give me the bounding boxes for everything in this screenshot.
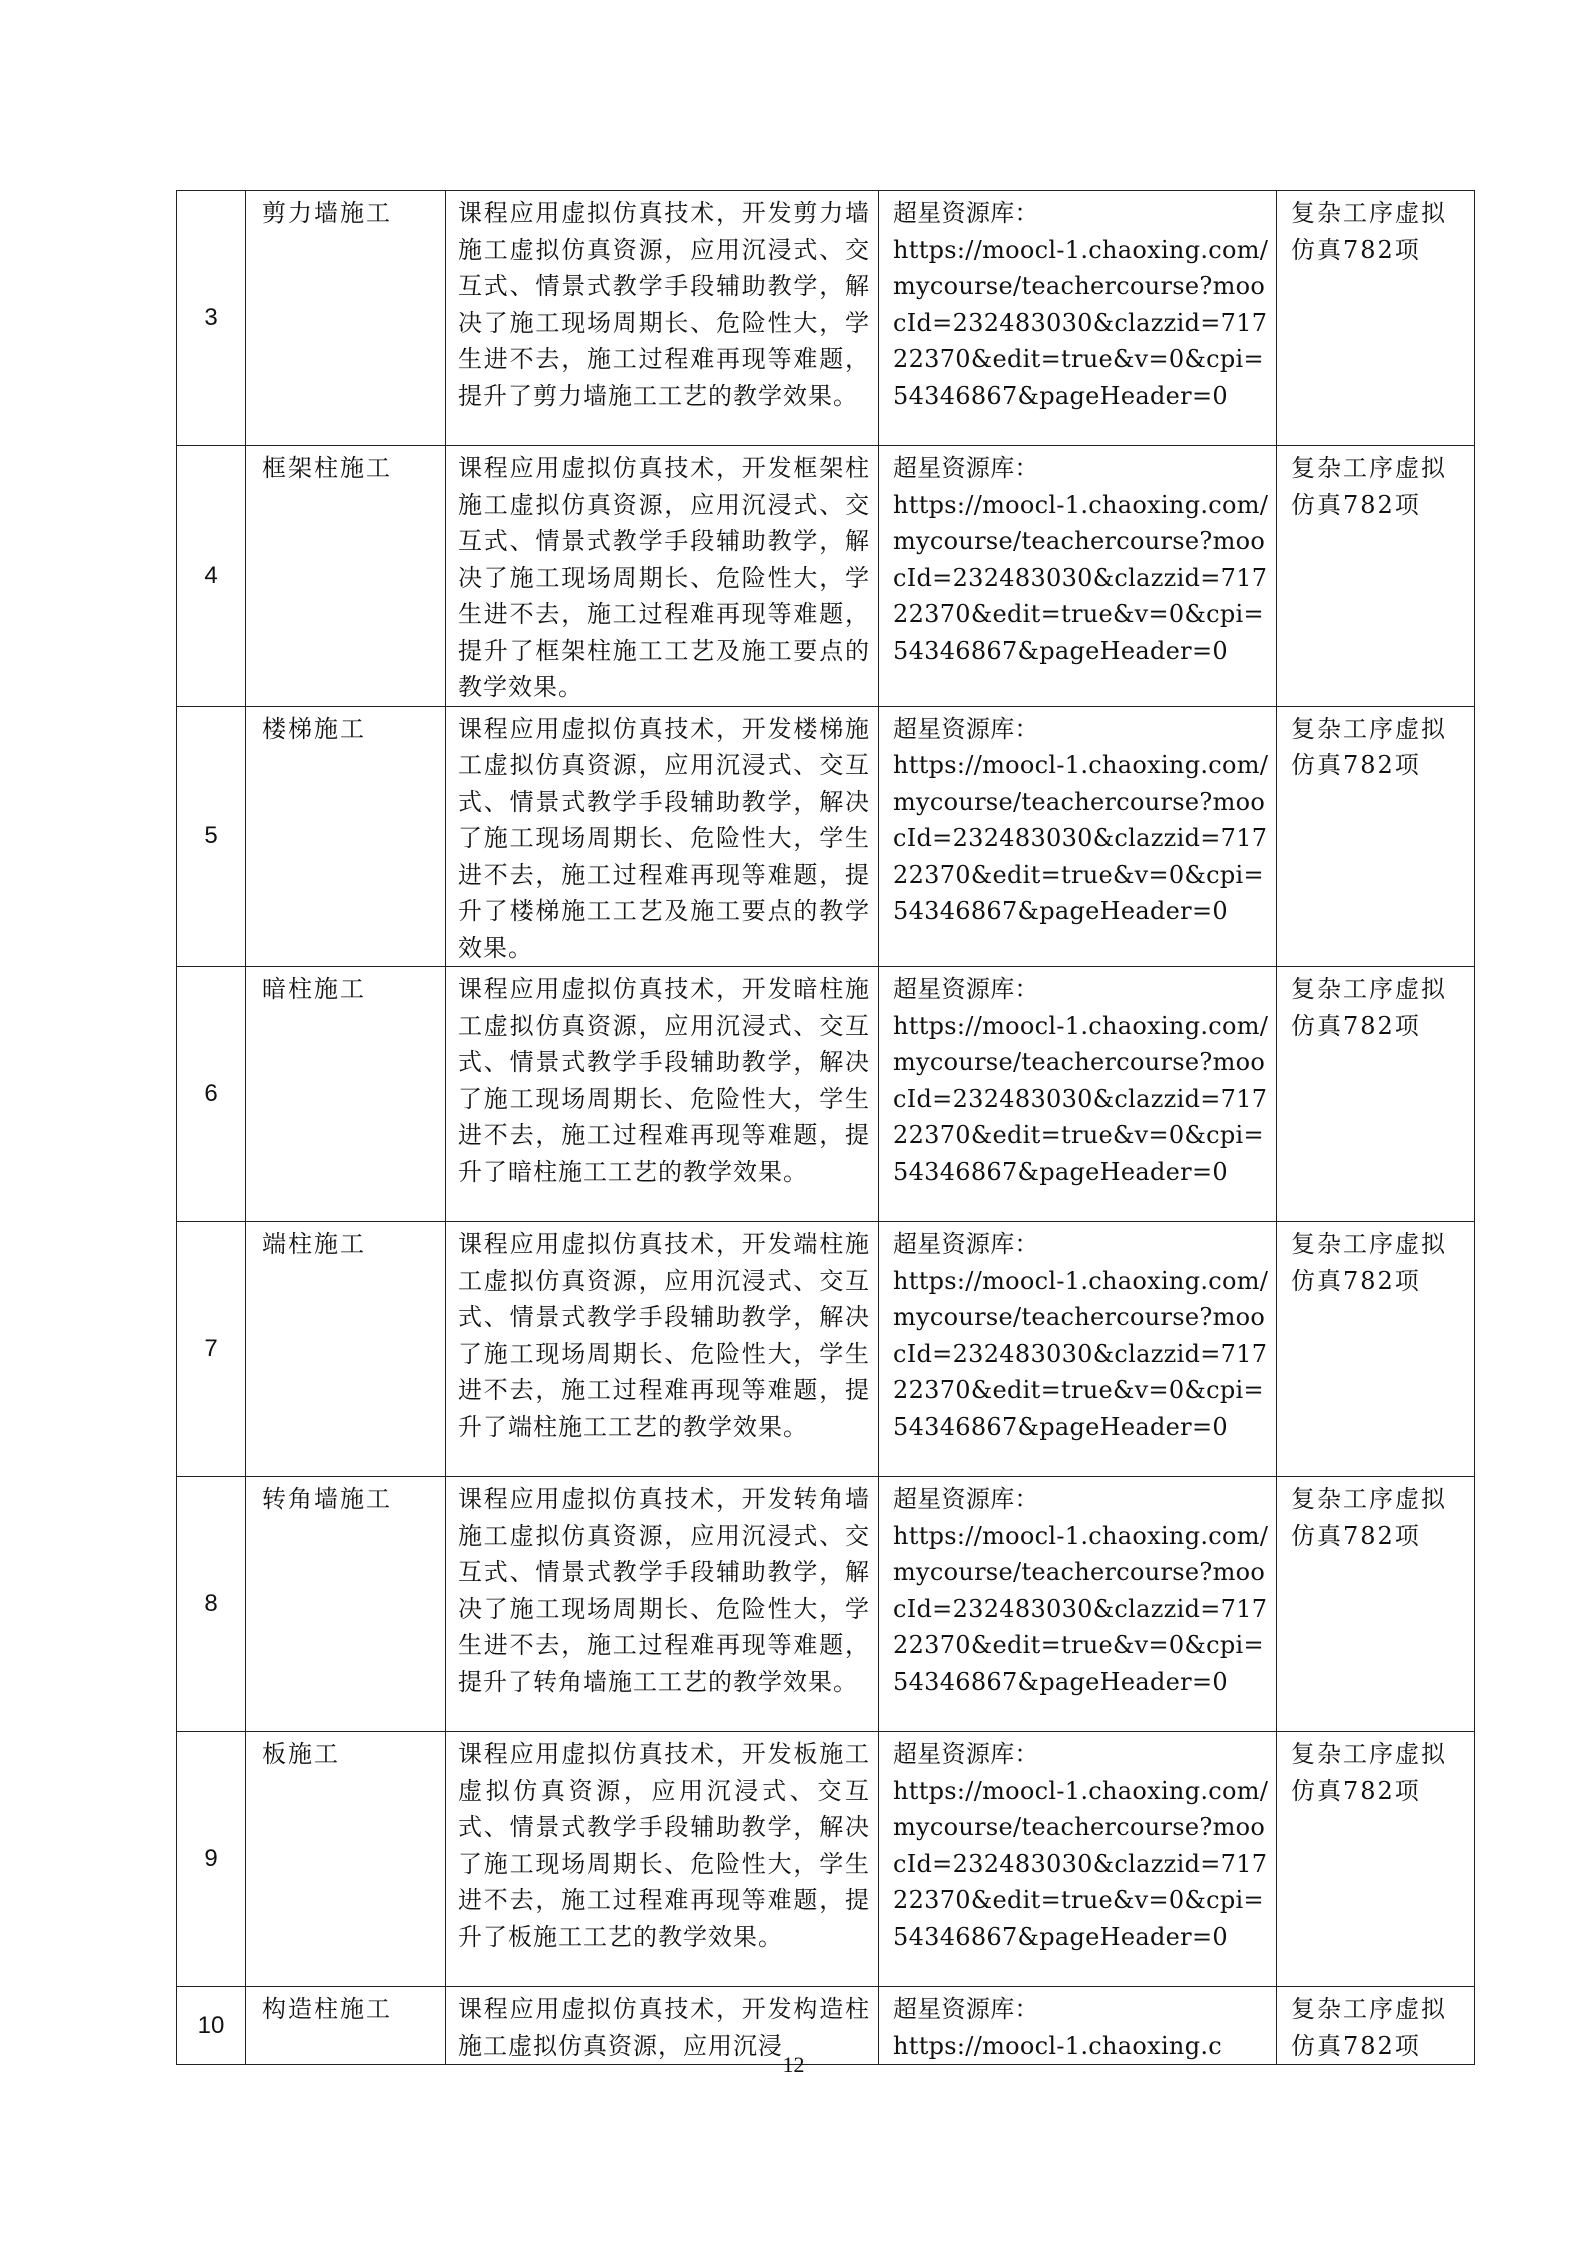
resource-description: 课程应用虚拟仿真技术，开发暗柱施工虚拟仿真资源，应用沉浸式、交互式、情景式教学手段辅助教学，解决了施工现场周期长、危险性大，学生进不去，施工过程难再现等难题，提升了暗柱施工工艺的教学效果。 [458, 975, 870, 1186]
resource-url-link[interactable]: https://moocl-1.chaoxing.com/mycourse/teachercourse?moocId=232483030&clazzid=71722370&edit=true&v=0&cpi=54346867&pageHeader=0 [893, 1776, 1269, 1951]
table-row [177, 191, 1475, 446]
resource-link-cell [879, 1732, 1276, 1955]
resource-description: 课程应用虚拟仿真技术，开发转角墙施工虚拟仿真资源，应用沉浸式、交互式、情景式教学手段辅助教学，解决了施工现场周期长、危险性大，学生进不去，施工过程难再现等难题，提升了转角墙施工工艺的教学效果。 [458, 1485, 870, 1696]
resource-url-link[interactable]: https://moocl-1.chaoxing.com/mycourse/teachercourse?moocId=232483030&clazzid=71722370&edit=true&v=0&cpi=54346867&pageHeader=0 [893, 751, 1269, 925]
resource-type: 复杂工序虚拟仿真782项 [1291, 454, 1447, 519]
resource-type: 复杂工序虚拟仿真782项 [1291, 714, 1447, 779]
row-number: 10 [177, 1987, 246, 2065]
resource-type: 复杂工序虚拟仿真782项 [1291, 1995, 1447, 2060]
resource-library-label: 超星资源库： [893, 1995, 1039, 2023]
row-number: 7 [177, 1222, 246, 1477]
resource-name: 暗柱施工 [262, 975, 366, 1003]
table-row [177, 1732, 1475, 1987]
resource-description: 课程应用虚拟仿真技术，开发构造柱施工虚拟仿真资源，应用沉浸 [458, 1995, 870, 2060]
resource-type: 复杂工序虚拟仿真782项 [1291, 1230, 1447, 1295]
resource-link-cell [879, 1477, 1276, 1700]
resource-name: 构造柱施工 [262, 1995, 392, 2023]
resource-name: 端柱施工 [262, 1230, 366, 1258]
resource-description: 课程应用虚拟仿真技术，开发端柱施工虚拟仿真资源，应用沉浸式、交互式、情景式教学手段辅助教学，解决了施工现场周期长、危险性大，学生进不去，施工过程难再现等难题，提升了端柱施工工艺的教学效果。 [458, 1230, 870, 1441]
resource-url-link[interactable]: https://moocl-1.chaoxing.com/mycourse/teachercourse?moocId=232483030&clazzid=71722370&edit=true&v=0&cpi=54346867&pageHeader=0 [893, 235, 1269, 410]
resource-url-link[interactable]: https://moocl-1.chaoxing.com/mycourse/teachercourse?moocId=232483030&clazzid=71722370&edit=true&v=0&cpi=54346867&pageHeader=0 [893, 490, 1269, 665]
table-row [177, 446, 1475, 707]
resource-url-link[interactable]: https://moocl-1.chaoxing.com/mycourse/teachercourse?moocId=232483030&clazzid=71722370&edit=true&v=0&cpi=54346867&pageHeader=0 [893, 1011, 1269, 1186]
resource-url-link[interactable]: https://moocl-1.chaoxing.c [893, 2031, 1223, 2060]
resource-description: 课程应用虚拟仿真技术，开发剪力墙施工虚拟仿真资源，应用沉浸式、交互式、情景式教学手段辅助教学，解决了施工现场周期长、危险性大，学生进不去，施工过程难再现等难题，提升了剪力墙施工工艺的教学效果。 [458, 199, 870, 410]
resource-library-label: 超星资源库： [893, 714, 1039, 743]
resource-link-cell [879, 446, 1276, 669]
resource-type: 复杂工序虚拟仿真782项 [1291, 199, 1447, 264]
resource-type: 复杂工序虚拟仿真782项 [1291, 1485, 1447, 1550]
resource-description: 课程应用虚拟仿真技术，开发楼梯施工虚拟仿真资源，应用沉浸式、交互式、情景式教学手段辅助教学，解决了施工现场周期长、危险性大，学生进不去，施工过程难再现等难题，提升了楼梯施工工艺及施工要点的教学效果。 [458, 714, 870, 962]
resource-link-cell [879, 967, 1276, 1190]
resource-link-cell [879, 1222, 1276, 1445]
resource-library-label: 超星资源库： [893, 1230, 1039, 1258]
resource-url-link[interactable]: https://moocl-1.chaoxing.com/mycourse/teachercourse?moocId=232483030&clazzid=71722370&edit=true&v=0&cpi=54346867&pageHeader=0 [893, 1521, 1269, 1696]
resource-name: 剪力墙施工 [262, 199, 392, 227]
page-number: 12 [782, 2052, 805, 2077]
resource-library-label: 超星资源库： [893, 1485, 1039, 1513]
row-number: 4 [177, 446, 246, 707]
resource-url-link[interactable]: https://moocl-1.chaoxing.com/mycourse/teachercourse?moocId=232483030&clazzid=71722370&edit=true&v=0&cpi=54346867&pageHeader=0 [893, 1266, 1269, 1441]
resource-link-cell [879, 191, 1276, 414]
resource-library-label: 超星资源库： [893, 975, 1039, 1003]
resource-name: 板施工 [262, 1740, 340, 1768]
table-row [177, 967, 1475, 1222]
resource-name: 转角墙施工 [262, 1485, 392, 1513]
table-row [177, 1222, 1475, 1477]
resource-description: 课程应用虚拟仿真技术，开发框架柱施工虚拟仿真资源，应用沉浸式、交互式、情景式教学手段辅助教学，解决了施工现场周期长、危险性大，学生进不去，施工过程难再现等难题，提升了框架柱施工工艺及施工要点的教学效果。 [458, 454, 870, 701]
resource-link-cell [879, 707, 1276, 930]
resource-description: 课程应用虚拟仿真技术，开发板施工虚拟仿真资源，应用沉浸式、交互式、情景式教学手段辅助教学，解决了施工现场周期长、危险性大，学生进不去，施工过程难再现等难题，提升了板施工工艺的教学效果。 [458, 1740, 870, 1951]
row-number: 9 [177, 1732, 246, 1987]
resource-name: 框架柱施工 [262, 454, 392, 482]
resource-type: 复杂工序虚拟仿真782项 [1291, 975, 1447, 1040]
resource-library-label: 超星资源库： [893, 454, 1039, 482]
resource-library-label: 超星资源库： [893, 199, 1039, 227]
row-number: 3 [177, 191, 246, 446]
resource-name: 楼梯施工 [262, 714, 366, 743]
row-number: 5 [177, 706, 246, 967]
row-number: 8 [177, 1477, 246, 1732]
table-row [177, 1477, 1475, 1732]
table-row [177, 706, 1475, 967]
resource-library-label: 超星资源库： [893, 1740, 1039, 1768]
row-number: 6 [177, 967, 246, 1222]
virtual-simulation-resource-table [176, 190, 1475, 2065]
resource-type: 复杂工序虚拟仿真782项 [1291, 1740, 1447, 1805]
